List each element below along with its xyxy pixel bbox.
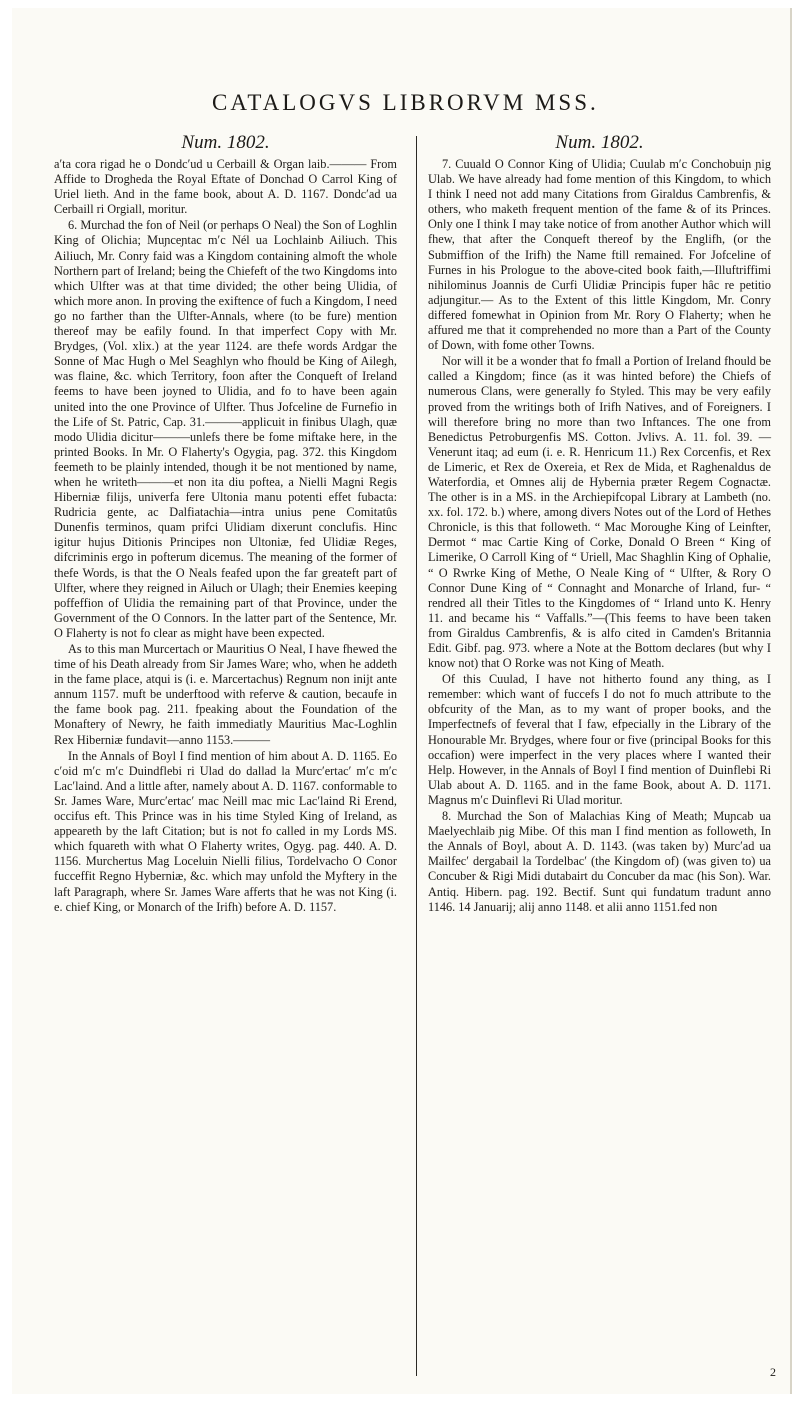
right-paragraph: Nor will it be a wonder that fo fmall a Portion of Ireland fhould be called a Kingdom; fince (as it was hinted before) the Chiefs of numerous Clans, were generally fo Styled. This may be very eafily proved from the writings both of Irifh Natives, and of Foreigners. I will therefore bring no more than two Inftances. The one from Benedictus Petroburgenfis MS. Cotton. Jvlivs. A. 11. fol. 39. —Venerunt itaq; ad eum (i. e. R. Henricum 11.) Rex Corcenfis, et Rex de Limeric, et Rex de Oxereia, et Rex de Mida, et Raghenaldus de Waterfordia, et Omnes alij de Hybernia præter Regem Cognactæ. The other is in a MS. in the Archiepifcopal Library at Lambeth (no. xx. fol. 172. b.) where, among divers Notes out of the Lord of Hethes Chronicle, is this that followeth. “ Mac Moroughe King of Leinfter, Dermot “ mac Cartie King of Corke, Donald O Breen “ King of Limerike, O Carroll King of “ Uriell, Mac Shaghlin King of Ophalie, “ O Rwrke King of Methe, O Neale King of “ Ulfter, & Rory O Connor Dune King of “ Connaght and Monarche of Irland, fur- “ rendred all their Titles to the Kingdomes of “ Irland unto K. Henry 11. and became his “ Vaffalls.”—(This feems to have been taken from Giraldus Cambrenfis, & is alfo cited in Camden's Britannia Edit. Gibf. pag. 973. where a Note at the Bottom declares (but why I know not) that O Rorke was not King of Meath. bbox=[428, 354, 771, 671]
left-paragraph: As to this man Murcertach or Mauritius O Neal, I have fhewed the time of his Death already from Sir James Ware; who, when he addeth in the fame place, atqui is (i. e. Marcertachus) Regnum non inijt ante annum 1157. muft be underftood with referve & caution, becaufe in the fame book pag. 211. fpeaking about the Foundation of the Monaftery of Newry, he faith immediatly Mauritius Mac-Loghlin Rex Hiberniæ fundavit—anno 1153.——— bbox=[54, 642, 397, 747]
running-head: CATALOGVS LIBRORVM MSS. bbox=[212, 90, 599, 115]
book-page bbox=[12, 8, 792, 1394]
right-column bbox=[428, 132, 771, 916]
left-column-heading: Num. 1802. bbox=[181, 132, 270, 153]
right-paragraph: 8. Murchad the Son of Malachias King of Meath; Muɲcab ua Maelyechlaib ɲig Mibe. Of this man I find mention as followeth, In the Annals of Boyl, about A. D. 1143. (was taken by) Murcʹad ua Mailfecʹ dergabail la Tordelbacʹ (the Kingdom of) (was given to) ua Concuber & Rigi Midi dutabairt du Concuber da mac (his Son). War. Antiq. Hibern. pag. 192. Bectif. Sunt qui fundatum tradunt anno 1146. 14 Januarij; alij anno 1148. et alii anno 1151.fed non bbox=[428, 809, 771, 914]
left-paragraph: 6. Murchad the fon of Neil (or perhaps O Neal) the Son of Loghlin King of Olichia; Muɲceɲtac mʹc Nél ua Lochlainb Ailiuch. This Ailiuch, Mr. Conry faid was a Kingdom containing almoft the whole Northern part of Ireland; being the Chiefeft of the two Kingdoms into which Ulfter was at that time divided; the other being Ulidia, of which more anon. In proving the exiftence of fuch a Kingdom, I need go no farther than the Ulfter-Annals, where (to be fure) mention thereof may be eafily found. In that imperfect Copy with Mr. Brydges, (Vol. xlix.) at the year 1124. are thefe words Ardgar the Sonne of Mac Hugh o Mel Seaghlyn who fhould be King of Ailegh, was flaine, &c. which Territory, foon after the Conqueft of Ireland feems to have been joyned to Ulidia, and fo to have been again united into the one Province of Ulfter. Thus Jofceline de Furnefio in the Life of St. Patric, Cap. 31.———applicuit in finibus Ulagh, quæ modo Ulidia dicitur———unlefs there be fome miftake here, in the printed Books. In Mr. O Flaherty's Ogygia, pag. 372. this Kingdom feemeth to be plainly intended, though it be not mentioned by name, when he writeth———et non ita diu poftea, a Nielli Magni Regis Hiberniæ filijs, univerfa fere Ultonia manu potenti effet fubacta: Rudricia gente, ac Dalfiatachia—intra unius pene Comitatûs Dunenfis terminos, quam prifci Ulidiam dixerunt conclufis. Hinc igitur hujus Ditionis Principes non Ultoniæ, fed Ulidiæ Reges, difcriminis ergo in pofterum dicemus. The meaning of the former of thefe Words, is that the O Neals feafed upon the far greateft part of Ulfter, where they reigned in Ailuch or Ulagh; their Enemies keeping poffeffion of Ulidia the remaining part of that Province, under the Government of the O Connors. In the latter part of the Sentence, Mr. O Flaherty is not fo clear as might have been expected. bbox=[54, 218, 397, 640]
left-column bbox=[54, 132, 397, 916]
signature-mark: 2 bbox=[770, 1365, 776, 1379]
left-paragraph: aʹta cora rigad he o Dondcʹud u Cerbaill & Organ laib.——— From Affide to Drogheda the Royal Eftate of Donchad O Carrol King of Uriel lieth. And in the fame book, about A. D. 1167. Dondcʹad ua Cerbaill ri Orgiall, moritur. bbox=[54, 157, 397, 217]
right-paragraph: Of this Cuulad, I have not hitherto found any thing, as I remember: which want of fuccefs I do not fo much attribute to the obfcurity of the Man, as to my want of proper books, and the Imperfectnefs of feveral that I faw, efpecially in the Library of the Honourable Mr. Brydges, where four or five (principal Books for this occafion) were imperfect in the very places where I wanted their Help. However, in the Annals of Boyl I find mention of Duinflebi Ri Ulab about A. D. 1165. and in the fame Book, about A. D. 1171. Magnus mʹc Duinflevi Ri Ulad moritur. bbox=[428, 672, 771, 807]
right-paragraph: 7. Cuuald O Connor King of Ulidia; Cuulab mʹc Conchobuiɲ ɲig Ulab. We have already had fome mention of this Kingdom, to which I think I need not add many Citations from Giraldus Cambrenfis, & others, who maketh frequent mention of the fame & of its Princes. Only one I think I may take notice of from another Author which will fhew, that after the Conqueft thereof by the Englifh, (or the Submiffion of the Irifh) the Name ftill remained. For Jofceline of Furnes in his Prologue to the above-cited book faith,—Illuftriffimi nihilominus Joannis de Curfi Ulidiæ Principis fuper hâc re petitio adjungitur.— As to the Extent of this little Kingdom, Mr. Conry differed fomewhat in Opinion from Mr. Rory O Flaherty; when he affured me that it comprehended no more than a Part of the County of Down, with fome other Towns. bbox=[428, 157, 771, 353]
left-paragraph: In the Annals of Boyl I find mention of him about A. D. 1165. Eo cʹoid mʹc mʹc Duindflebi ri Ulad do dallad la Murcʹertacʹ mʹc mʹc Lacʹlaind. And a little after, namely about A. D. 1167. conformable to Sr. James Ware, Murcʹertacʹ mac Neill mac mic Lacʹlaind Ri Erend, occifus eft. This Prince was in his time Styled King of Ireland, as appeareth by the laft Citation; but is not fo called in my Lords MS. which fquareth with what O Flaherty writes, Ogyg. pag. 440. A. D. 1156. Murchertus Mag Loceluin Nielli filius, Tordelvacho O Conor fucceffit Regno Hyberniæ, &c. which may unfold the Myftery in the laft Paragraph, where Sr. James Ware afferts that he was not King (i. e. chief King, or Monarch of the Irifh) before A. D. 1157. bbox=[54, 748, 397, 914]
column-divider bbox=[416, 136, 417, 1376]
right-column-heading: Num. 1802. bbox=[555, 132, 644, 153]
